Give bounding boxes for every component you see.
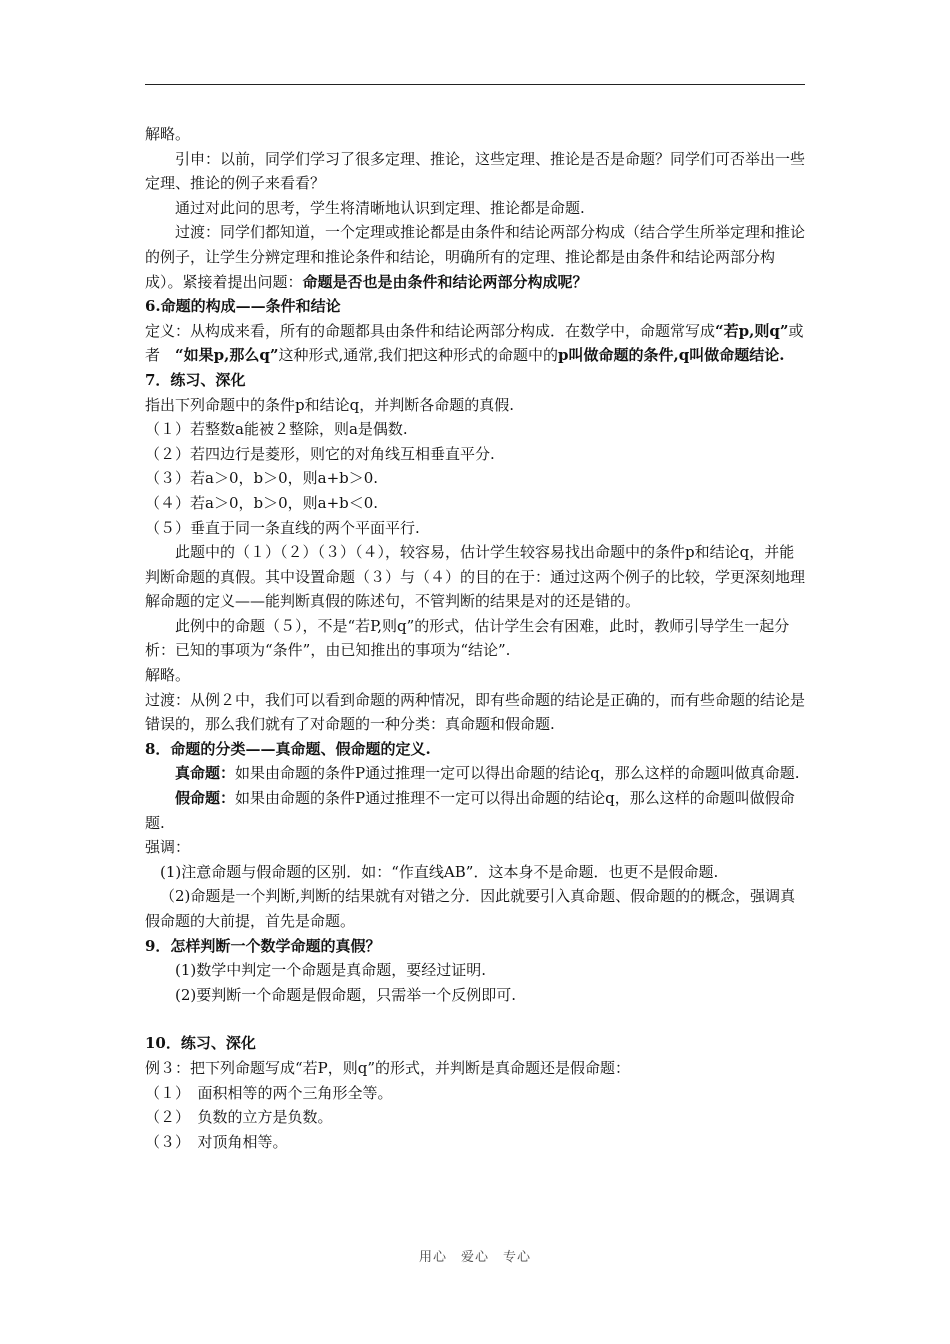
paragraph [145,220,807,294]
paragraph: 通过对此问的思考，学生将清晰地认识到定理、推论都是命题. [175,198,585,217]
emphasis-item: (1)注意命题与假命题的区别．如：“作直线AB”．这本身不是命题．也更不是假命题. [160,862,719,881]
exercise-intro: 指出下列命题中的条件p和结论q，并判断各命题的真假. [145,395,514,414]
list-item: (2)要判断一个命题是假命题，只需举一个反例即可. [175,985,517,1004]
section-heading-8: 8．命题的分类——真命题、假命题的定义. [145,739,431,758]
paragraph: 解略。 [145,125,191,143]
false-proposition-def [145,786,807,835]
text: 或者 [145,321,804,365]
list-item: （１）若整数a能被２整除，则a是偶数. [145,420,408,439]
definition-paragraph [145,319,807,368]
section-heading-9: 9．怎样判断一个数学命题的真假？ [145,936,381,955]
emphasis-label: 强调： [145,838,191,857]
section-heading-10: 10．练习、深化 [145,1034,256,1053]
emphasis-item: （2)命题是一个判断,判断的结果就有对错之分．因此就要引入真命题、假命题的的概念，强调真假命题的大前提，首先是命题。 [145,887,796,930]
bold-text: “如果p,那么q” [175,346,279,365]
text: 如果由命题的条件P通过推理一定可以得出命题的结论q，那么这样的命题叫做真命题. [235,764,800,783]
list-item: （２） 负数的立方是负数。 [145,1108,333,1127]
bold-text: “若p,则q” [715,321,789,340]
header-rule [145,84,805,85]
list-item: （３） 对顶角相等。 [145,1132,288,1151]
term-label: 假命题： [175,789,236,808]
section-heading-6: 6.命题的构成——条件和结论 [145,297,341,316]
paragraph: 此题中的（１）（２）（３）（４），较容易，估计学生较容易找出命题中的条件p和结论q，并能判断命题的真假。其中设置命题（３）与（４）的目的在于：通过这两个例子的比较，学更深刻地理解命题的定义——能判断真假的陈述句，不管判断的结果是对的还是错的。 [145,543,806,611]
bold-question: 命题是否也是由条件和结论两部分构成呢？ [302,272,588,291]
paragraph: 此例中的命题（５），不是“若P,则q”的形式，估计学生会有困难，此时，教师引导学生一起分析：已知的事项为“条件”，由已知推出的事项为“结论”. [145,616,790,660]
term-label: 真命题： [175,764,236,783]
text: 如果由命题的条件P通过推理不一定可以得出命题的结论q，那么这样的命题叫做假命题. [145,789,795,832]
list-item: （４）若a＞0，b＞0，则a+b＜0. [145,493,379,512]
paragraph: 引申：以前，同学们学习了很多定理、推论，这些定理、推论是否是命题？同学们可否举出一些定理、推论的例子来看看？ [145,149,806,193]
paragraph: 解略。 [145,666,191,685]
page-footer: 用心 爱心 专心 [418,1250,531,1265]
section-heading-7: 7．练习、深化 [145,370,246,389]
list-item: （５）垂直于同一条直线的两个平面平行. [145,518,420,537]
paragraph: 过渡：从例２中，我们可以看到命题的两种情况，即有些命题的结论是正确的，而有些命题的结论是错误的，那么我们就有了对命题的一种分类：真命题和假命题. [145,690,806,734]
spacer [145,1007,807,1031]
list-item: （２）若四边行是菱形，则它的对角线互相垂直平分. [145,444,495,463]
text: 这种形式,通常,我们把这种形式的命题中的 [278,346,559,365]
bold-text: p叫做命题的条件,q叫做命题结论. [558,346,785,365]
exercise-intro: 例３：把下列命题写成“若P，则q”的形式，并判断是真命题还是假命题： [145,1058,631,1077]
document-body [145,122,807,1154]
true-proposition-def [145,761,807,786]
list-item: (1)数学中判定一个命题是真命题，要经过证明. [175,961,487,980]
text: 过渡：同学们都知道，一个定理或推论都是由条件和结论两部分构成（结合学生所举定理和推论的例子，让学生分辨定理和推论条件和结论，明确所有的定理、推论都是由条件和结论两部分构成）。紧接着提出问题： [145,223,806,291]
list-item: （１） 面积相等的两个三角形全等。 [145,1083,393,1102]
text: 定义：从构成来看，所有的命题都具由条件和结论两部分构成．在数学中，命题常写成 [145,321,716,340]
list-item: （３）若a＞0，b＞0，则a+b＞0. [145,469,379,488]
